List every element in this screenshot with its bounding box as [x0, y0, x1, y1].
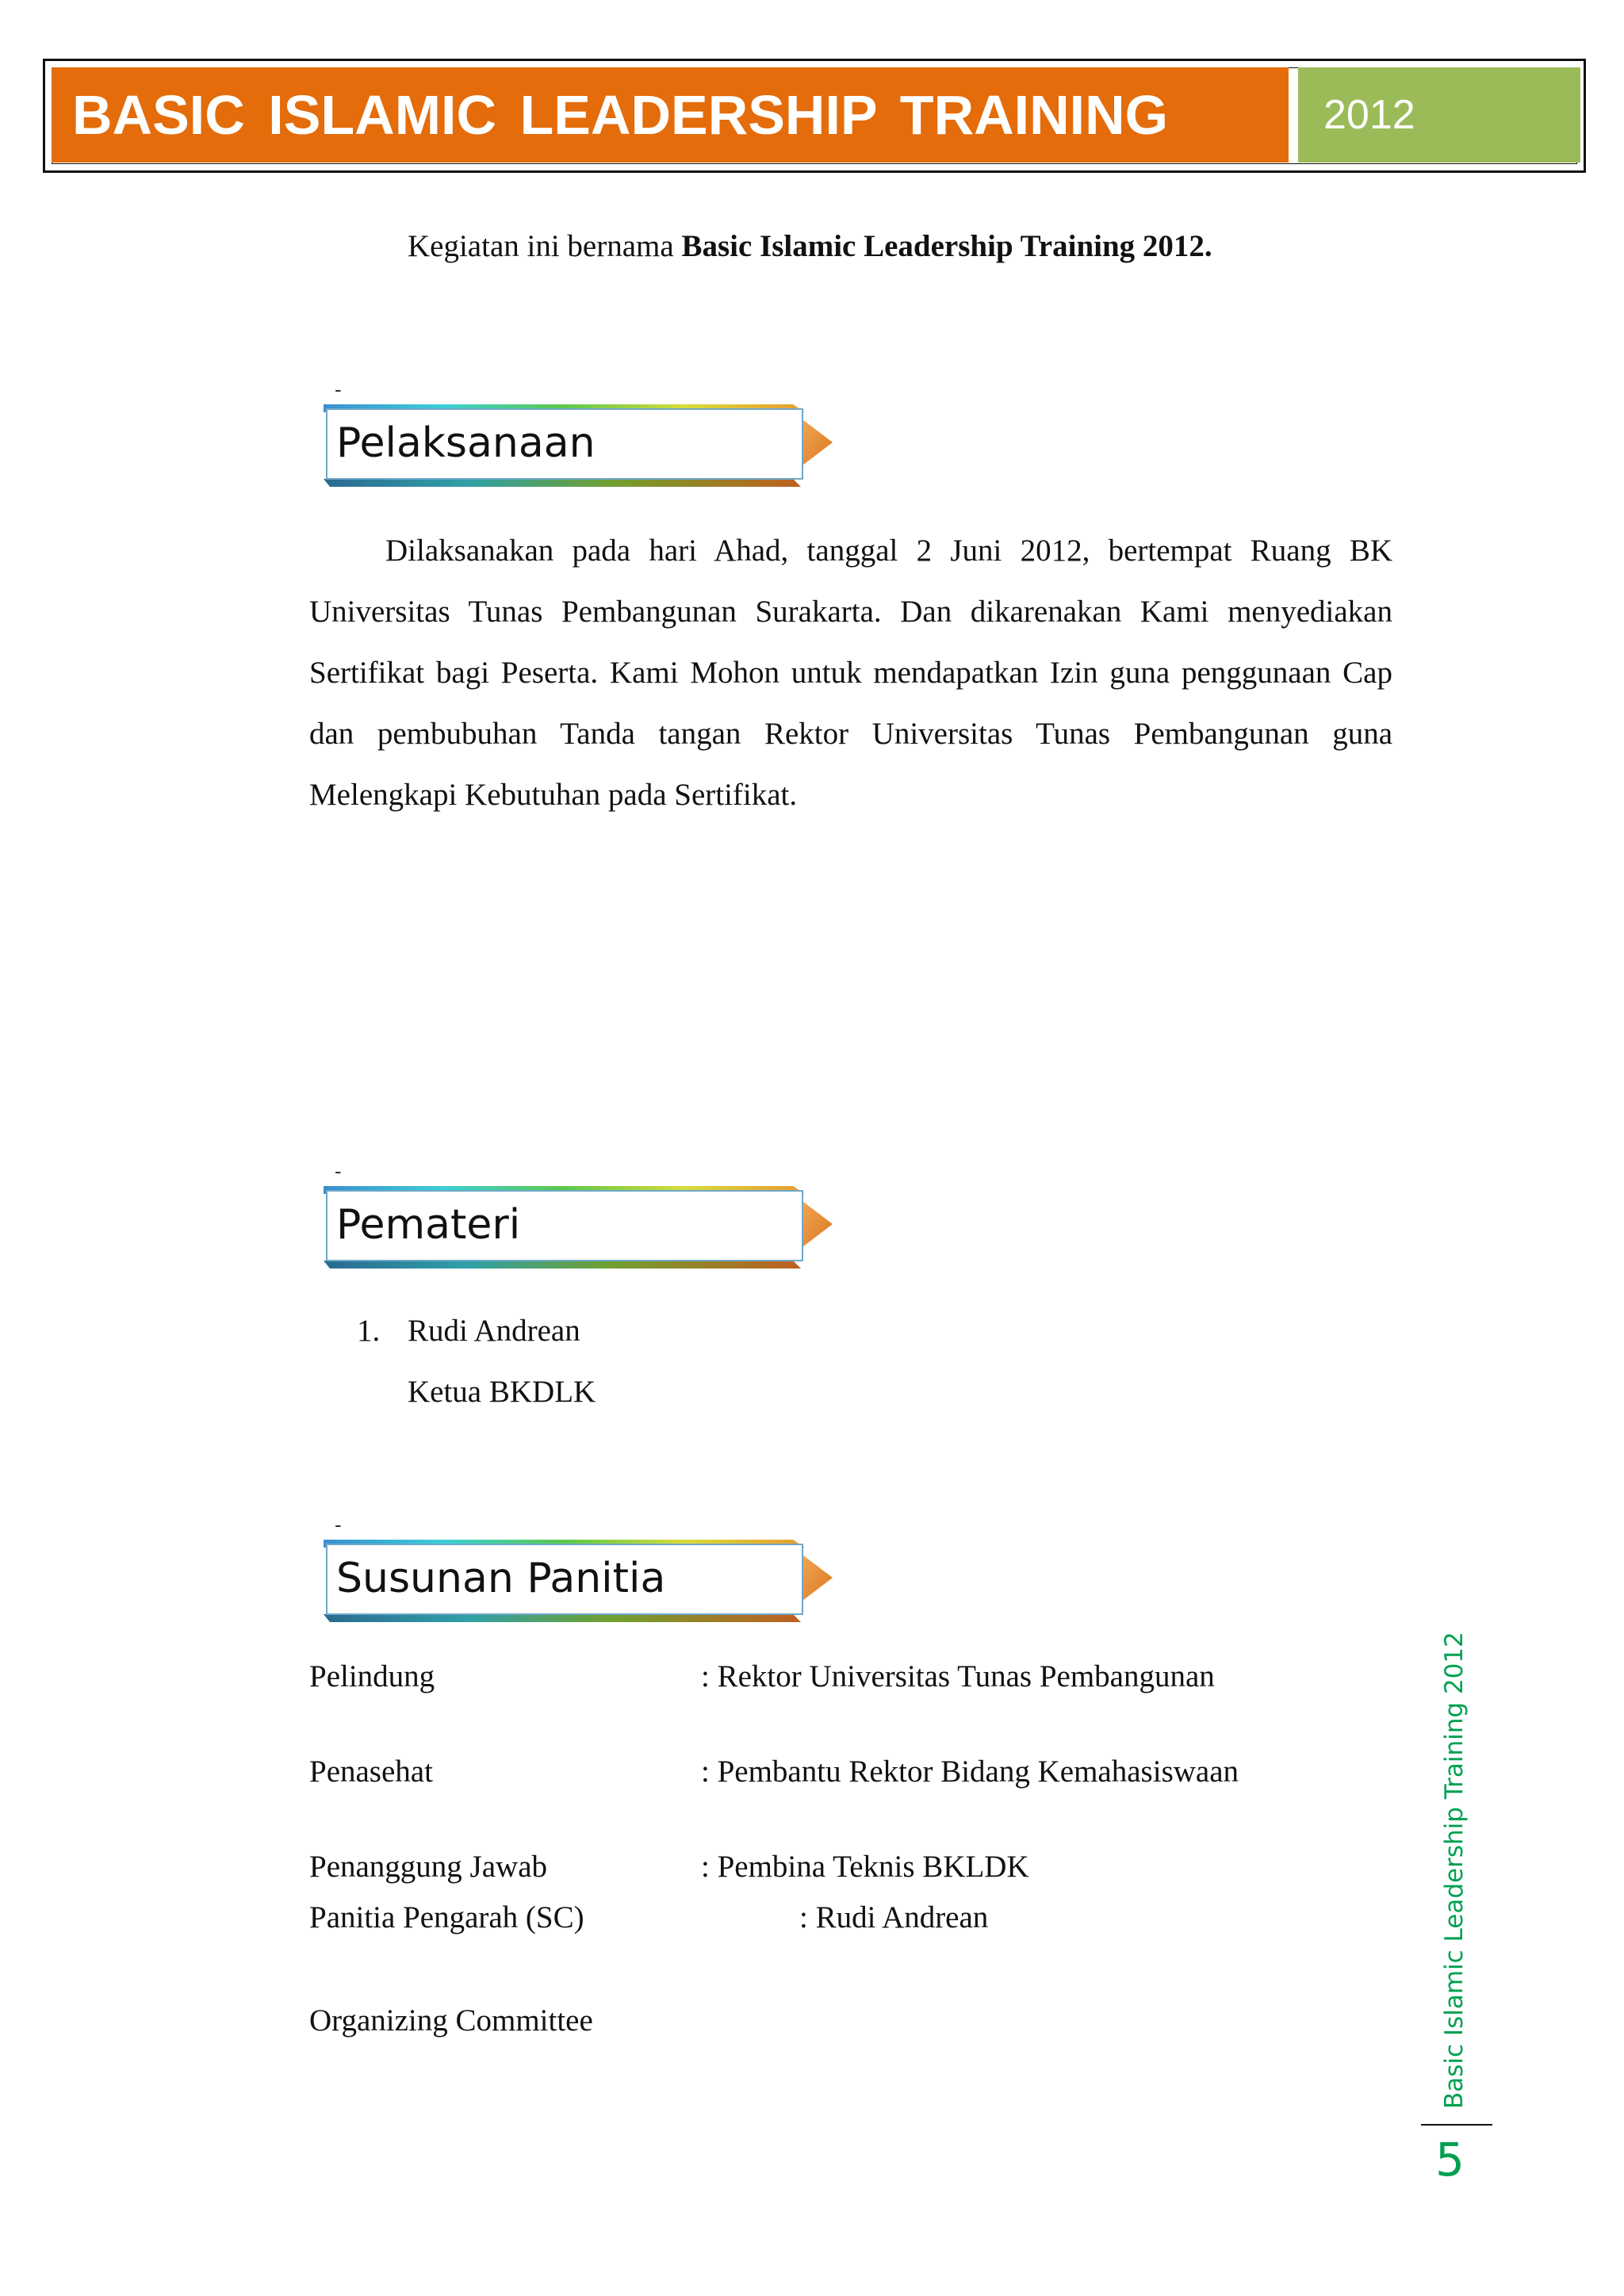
speaker-role: Ketua BKDLK	[408, 1375, 596, 1409]
committee-value: : Rudi Andrean	[799, 1900, 989, 1934]
section-title: Pelaksanaan	[336, 419, 596, 467]
committee-value: : Pembina Teknis BKLDK	[701, 1850, 1029, 1884]
committee-key: Penasehat	[309, 1755, 433, 1789]
committee-key: Penanggung Jawab	[309, 1850, 548, 1884]
intro-bold-text: Basic Islamic Leadership Training 2012.	[681, 229, 1212, 263]
intro-line	[408, 228, 1212, 264]
header-frame	[43, 59, 1586, 173]
committee-key: Organizing Committee	[309, 2003, 593, 2038]
section-heading-pelaksanaan	[317, 377, 841, 504]
heading-marker: -	[335, 1159, 342, 1183]
header-title: BASIC ISLAMIC LEADERSHIP TRAINING	[52, 67, 1289, 163]
committee-key: Panitia Pengarah (SC)	[309, 1900, 584, 1934]
committee-key: Pelindung	[309, 1659, 435, 1693]
section-title: Susunan Panitia	[336, 1555, 666, 1602]
heading-marker: -	[335, 1513, 342, 1536]
speaker-name: Rudi Andrean	[408, 1314, 580, 1348]
section-heading-pemateri	[317, 1159, 841, 1286]
section-heading-susunan-panitia	[317, 1513, 841, 1640]
page-number: 5	[1435, 2133, 1465, 2187]
list-number: 1.	[357, 1314, 381, 1348]
list-item	[357, 1300, 596, 1361]
committee-value: : Rektor Universitas Tunas Pembangunan	[701, 1659, 1215, 1693]
speaker-list	[357, 1300, 596, 1422]
intro-text: Kegiatan ini bernama	[408, 229, 682, 263]
pelaksanaan-paragraph: Dilaksanakan pada hari Ahad, tanggal 2 Juni 2012, bertempat Ruang BK Universitas Tunas Pembangunan Surakarta. Dan dikarenakan Kami menyediakan Sertifikat bagi Peserta. Kami Mohon untuk mendapatkan Izin guna penggunaan Cap dan pembubuhan Tanda tangan Rektor Universitas Tunas Pembangunan guna Melengkapi Kebutuhan pada Sertifikat.	[309, 534, 1392, 812]
footer-divider	[1421, 2124, 1492, 2126]
heading-marker: -	[335, 377, 342, 401]
committee-value: : Pembantu Rektor Bidang Kemahasiswaan	[701, 1755, 1239, 1789]
header-year: 2012	[1298, 67, 1580, 163]
side-running-title: Basic Islamic Leadership Training 2012	[1440, 1632, 1469, 2109]
section-title: Pemateri	[336, 1201, 521, 1249]
